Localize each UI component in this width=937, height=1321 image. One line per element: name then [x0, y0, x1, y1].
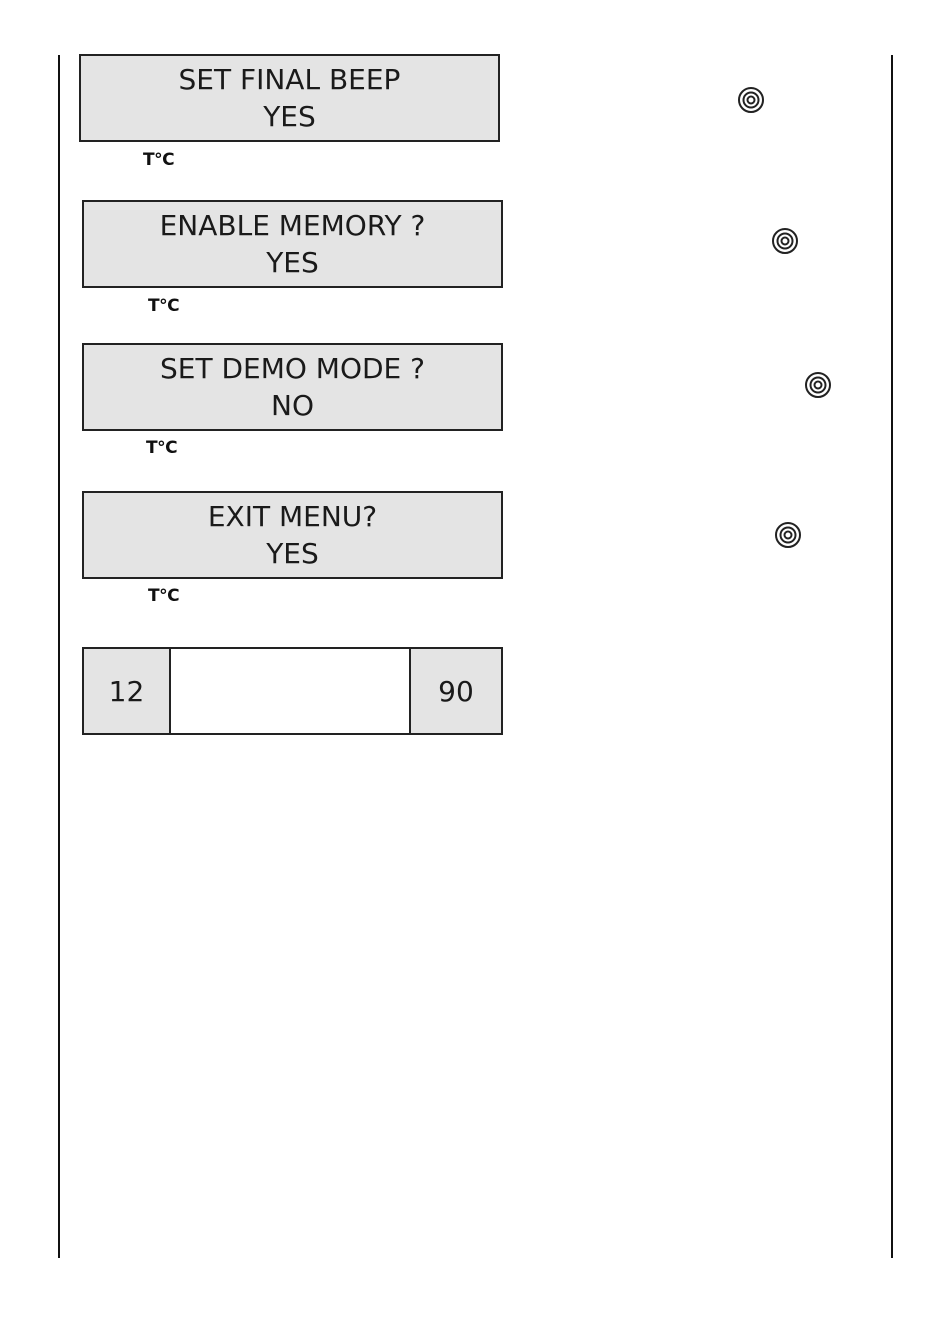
counter-right-value: 90: [409, 649, 501, 733]
lcd-display-exit-menu: [82, 491, 503, 579]
lcd-display-final-beep: [79, 54, 500, 142]
left-margin-rule: [58, 55, 60, 1258]
temp-button-label: T°C: [148, 586, 180, 606]
temp-button-label: T°C: [143, 150, 175, 170]
spiral-knob-icon: [770, 226, 800, 256]
lcd-line-1: ENABLE MEMORY ?: [159, 209, 426, 242]
lcd-display-counter: [82, 647, 503, 735]
spiral-knob-icon: [736, 85, 766, 115]
lcd-line-1: SET DEMO MODE ?: [159, 352, 426, 385]
lcd-line-1: EXIT MENU?: [207, 500, 378, 533]
lcd-line-2: NO: [271, 389, 314, 422]
temp-button-label: T°C: [148, 296, 180, 316]
temp-button-label: T°C: [146, 438, 178, 458]
right-margin-rule: [891, 55, 893, 1258]
lcd-line-1: SET FINAL BEEP: [178, 63, 401, 96]
lcd-line-2: YES: [266, 246, 319, 279]
spiral-knob-icon: [803, 370, 833, 400]
counter-middle-area: [171, 649, 409, 733]
lcd-line-2: YES: [266, 537, 319, 570]
counter-left-value: 12: [84, 649, 171, 733]
lcd-line-2: YES: [263, 100, 316, 133]
lcd-display-enable-memory: [82, 200, 503, 288]
spiral-knob-icon: [773, 520, 803, 550]
lcd-display-demo-mode: [82, 343, 503, 431]
